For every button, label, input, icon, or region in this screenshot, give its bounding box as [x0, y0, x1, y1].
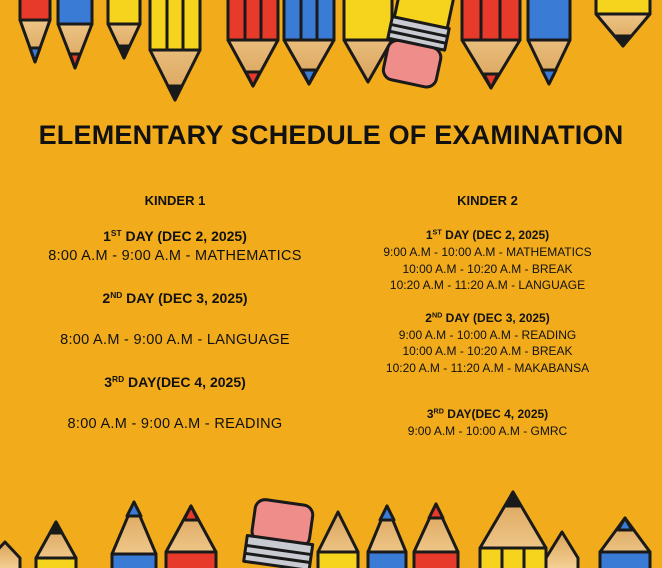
- pencils-top-decoration: [0, 0, 662, 110]
- pencils-bottom-decoration: [0, 488, 662, 568]
- day-heading: 2ND DAY (DEC 3, 2025): [102, 289, 248, 306]
- exam-slot: 10:00 A.M - 10:20 A.M - BREAK: [402, 261, 573, 276]
- exam-slot: 9:00 A.M - 10:00 A.M - READING: [398, 327, 577, 342]
- exam-slot: 8:00 A.M - 9:00 A.M - MATHEMATICS: [48, 248, 302, 264]
- exam-slot: 9:00 A.M - 10:00 A.M - MATHEMATICS: [383, 245, 592, 259]
- kinder2-day1: [335, 227, 640, 294]
- exam-slot: 8:00 A.M - 9:00 A.M - LANGUAGE: [60, 332, 290, 348]
- kinder1-day3: [20, 372, 330, 434]
- exam-slot: 10:00 A.M - 10:20 A.M - BREAK: [402, 344, 573, 358]
- exam-slot: 10:20 A.M - 11:20 A.M - MAKABANSA: [385, 360, 590, 375]
- exam-slot: 8:00 A.M - 9:00 A.M - READING: [67, 416, 283, 432]
- day-heading: 3RD DAY(DEC 4, 2025): [104, 373, 246, 390]
- kinder2-heading: KINDER 2: [457, 193, 518, 208]
- kinder2-day3: [335, 406, 640, 440]
- kinder1-day1: [20, 226, 330, 266]
- exam-slot: 9:00 A.M - 10:00 A.M - GMRC: [407, 424, 568, 438]
- day-heading: 3RD DAY(DEC 4, 2025): [426, 406, 549, 421]
- day-heading: 1ST DAY (DEC 2, 2025): [103, 227, 247, 244]
- kinder2-day2: [335, 310, 640, 377]
- exam-slot: 10:20 A.M - 11:20 A.M - LANGUAGE: [389, 278, 586, 292]
- day-heading: 1ST DAY (DEC 2, 2025): [425, 227, 550, 242]
- page-title: ELEMENTARY SCHEDULE OF EXAMINATION: [38, 120, 624, 150]
- kinder1-column: [20, 193, 330, 434]
- kinder1-heading: KINDER 1: [144, 193, 206, 208]
- kinder2-column: [335, 193, 640, 440]
- kinder1-day2: [20, 288, 330, 350]
- day-heading: 2ND DAY (DEC 3, 2025): [425, 310, 550, 325]
